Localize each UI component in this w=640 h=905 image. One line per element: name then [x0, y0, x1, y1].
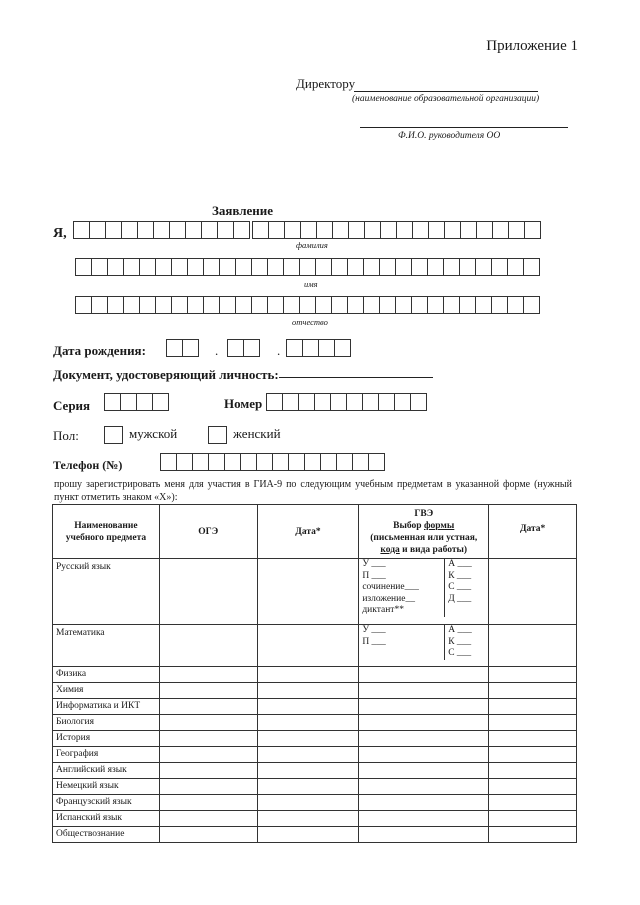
char-cell[interactable] — [283, 296, 300, 314]
oge-cell[interactable] — [159, 715, 257, 731]
male-label: мужской — [129, 426, 178, 441]
document-line[interactable] — [279, 377, 433, 378]
char-cell[interactable] — [176, 453, 193, 471]
char-cell[interactable] — [105, 221, 122, 239]
head-name-line[interactable] — [360, 127, 568, 128]
char-cell[interactable] — [282, 393, 299, 411]
surname-hint: фамилия — [296, 240, 328, 250]
ya-label: Я, — [53, 226, 67, 241]
char-cell[interactable] — [475, 296, 492, 314]
char-cell[interactable] — [233, 221, 250, 239]
date-cell[interactable] — [257, 779, 359, 795]
char-cell[interactable] — [203, 258, 220, 276]
char-cell[interactable] — [240, 453, 257, 471]
char-cell[interactable] — [491, 296, 508, 314]
char-cell[interactable] — [508, 221, 525, 239]
date2-cell[interactable] — [489, 683, 577, 699]
char-cell[interactable] — [523, 258, 540, 276]
subject-name: Обществознание — [53, 827, 160, 843]
table-row — [53, 625, 577, 667]
gve-option: сочинение___ — [362, 582, 419, 592]
char-cell[interactable] — [208, 453, 225, 471]
char-cell[interactable] — [252, 221, 269, 239]
char-cell[interactable] — [363, 296, 380, 314]
char-cell[interactable] — [187, 296, 204, 314]
table-row — [53, 667, 577, 683]
char-cell[interactable] — [224, 453, 241, 471]
gve-math-options-right[interactable] — [445, 625, 488, 660]
subject-name: Английский язык — [53, 763, 160, 779]
patronymic-hint: отчество — [292, 317, 328, 327]
head-note: Ф.И.О. руководителя ОО — [398, 131, 501, 141]
char-cell[interactable] — [283, 258, 300, 276]
gve-option: К ___ — [448, 570, 472, 581]
char-cell[interactable] — [316, 221, 333, 239]
oge-cell[interactable] — [159, 827, 257, 843]
char-cell[interactable] — [219, 296, 236, 314]
header-date-1: Дата* — [257, 505, 359, 559]
table-row — [53, 683, 577, 699]
gve-cell[interactable] — [359, 683, 489, 699]
char-cell[interactable] — [302, 339, 319, 357]
gve-option: С ___ — [448, 582, 472, 592]
header-gve-title: ГВЭ — [414, 508, 434, 519]
intro-text: прошу зарегистрировать меня для участия в ГИА-9 по следующим учебным предметам в указанной форме (нужный пункт отметить знаком «Х»): — [54, 479, 572, 503]
subject-name: Информатика и ИКТ — [53, 699, 160, 715]
oge-cell[interactable] — [159, 699, 257, 715]
gve-cell[interactable] — [359, 747, 489, 763]
char-cell[interactable] — [91, 296, 108, 314]
char-cell[interactable] — [427, 258, 444, 276]
document-label: Документ, удостоверяющий личность: — [53, 367, 279, 382]
gve-cell[interactable] — [359, 731, 489, 747]
char-cell[interactable] — [475, 258, 492, 276]
table-row — [53, 559, 577, 625]
gve-cell[interactable] — [359, 699, 489, 715]
char-cell[interactable] — [227, 339, 244, 357]
char-cell[interactable] — [217, 221, 234, 239]
gve-cell[interactable] — [359, 811, 489, 827]
char-cell[interactable] — [107, 258, 124, 276]
char-cell[interactable] — [268, 221, 285, 239]
char-cell[interactable] — [364, 221, 381, 239]
date-cell[interactable] — [257, 699, 359, 715]
date-cell[interactable] — [257, 667, 359, 683]
gve-cell[interactable] — [359, 763, 489, 779]
birth-dot-2: . — [277, 343, 281, 358]
date2-cell[interactable] — [489, 699, 577, 715]
gve-option: П ___ — [362, 570, 386, 581]
char-cell[interactable] — [444, 221, 461, 239]
number-label: Номер — [224, 396, 263, 411]
date2-cell[interactable] — [489, 811, 577, 827]
header-gve-code: кода — [380, 544, 400, 555]
char-cell[interactable] — [315, 296, 332, 314]
char-cell[interactable] — [75, 296, 92, 314]
char-cell[interactable] — [267, 258, 284, 276]
char-cell[interactable] — [137, 221, 154, 239]
char-cell[interactable] — [459, 258, 476, 276]
director-label: Директору — [296, 76, 356, 91]
char-cell[interactable] — [136, 393, 153, 411]
char-cell[interactable] — [523, 296, 540, 314]
director-note: (наименование образовательной организации) — [352, 94, 540, 104]
char-cell[interactable] — [379, 258, 396, 276]
gender-label: Пол: — [53, 428, 79, 443]
birth-day-cells[interactable] — [166, 339, 198, 357]
char-cell[interactable] — [395, 258, 412, 276]
subject-name: Физика — [53, 667, 160, 683]
char-cell[interactable] — [104, 393, 121, 411]
subject-name: География — [53, 747, 160, 763]
char-cell[interactable] — [299, 296, 316, 314]
char-cell[interactable] — [346, 393, 363, 411]
oge-cell[interactable] — [159, 747, 257, 763]
female-checkbox[interactable] — [208, 426, 227, 444]
oge-cell[interactable] — [159, 559, 257, 625]
char-cell[interactable] — [443, 258, 460, 276]
date-cell[interactable] — [257, 625, 359, 667]
date-cell[interactable] — [257, 715, 359, 731]
appendix-label: Приложение 1 — [486, 38, 578, 54]
oge-cell[interactable] — [159, 811, 257, 827]
gve-cell[interactable] — [359, 715, 489, 731]
char-cell[interactable] — [182, 339, 199, 357]
char-cell[interactable] — [348, 221, 365, 239]
subject-name: Немецкий язык — [53, 779, 160, 795]
char-cell[interactable] — [460, 221, 477, 239]
date-cell[interactable] — [257, 683, 359, 699]
char-cell[interactable] — [412, 221, 429, 239]
char-cell[interactable] — [411, 258, 428, 276]
birth-date-colon: : — [141, 343, 146, 358]
gve-russian-options-left[interactable] — [359, 559, 445, 617]
char-cell[interactable] — [123, 258, 140, 276]
char-cell[interactable] — [272, 453, 289, 471]
char-cell[interactable] — [331, 296, 348, 314]
char-cell[interactable] — [507, 296, 524, 314]
char-cell[interactable] — [187, 258, 204, 276]
gve-option: А ___ — [448, 625, 472, 635]
char-cell[interactable] — [428, 221, 445, 239]
date-cell[interactable] — [257, 763, 359, 779]
gve-option: С ___ — [448, 648, 472, 658]
char-cell[interactable] — [368, 453, 385, 471]
table-row — [53, 795, 577, 811]
char-cell[interactable] — [75, 258, 92, 276]
char-cell[interactable] — [318, 339, 335, 357]
char-cell[interactable] — [314, 393, 331, 411]
char-cell[interactable] — [235, 296, 252, 314]
char-cell[interactable] — [120, 393, 137, 411]
char-cell[interactable] — [298, 393, 315, 411]
char-cell[interactable] — [201, 221, 218, 239]
char-cell[interactable] — [379, 296, 396, 314]
char-cell[interactable] — [73, 221, 90, 239]
char-cell[interactable] — [256, 453, 273, 471]
subject-name: История — [53, 731, 160, 747]
subjects-table — [52, 504, 577, 843]
char-cell[interactable] — [380, 221, 397, 239]
male-checkbox[interactable] — [104, 426, 123, 444]
gve-option: Д ___ — [448, 593, 472, 604]
char-cell[interactable] — [304, 453, 321, 471]
char-cell[interactable] — [331, 258, 348, 276]
date2-cell[interactable] — [489, 779, 577, 795]
char-cell[interactable] — [491, 258, 508, 276]
date2-cell[interactable] — [489, 715, 577, 731]
char-cell[interactable] — [266, 393, 283, 411]
char-cell[interactable] — [219, 258, 236, 276]
char-cell[interactable] — [315, 258, 332, 276]
char-cell[interactable] — [203, 296, 220, 314]
char-cell[interactable] — [347, 296, 364, 314]
table-row — [53, 811, 577, 827]
header-gve — [359, 505, 489, 559]
oge-cell[interactable] — [159, 779, 257, 795]
char-cell[interactable] — [155, 296, 172, 314]
gve-cell[interactable] — [359, 667, 489, 683]
gve-option: У ___ — [362, 559, 386, 569]
table-row — [53, 779, 577, 795]
female-label: женский — [233, 426, 281, 441]
date2-cell[interactable] — [489, 795, 577, 811]
char-cell[interactable] — [171, 258, 188, 276]
gve-russian-options-right[interactable] — [445, 559, 488, 617]
char-cell[interactable] — [153, 221, 170, 239]
char-cell[interactable] — [251, 258, 268, 276]
char-cell[interactable] — [352, 453, 369, 471]
char-cell[interactable] — [169, 221, 186, 239]
phone-cells[interactable] — [160, 453, 384, 471]
header-gve-form: формы — [423, 520, 455, 531]
char-cell[interactable] — [524, 221, 541, 239]
gve-option: К ___ — [448, 636, 472, 647]
char-cell[interactable] — [332, 221, 349, 239]
oge-cell[interactable] — [159, 667, 257, 683]
char-cell[interactable] — [155, 258, 172, 276]
patronymic-cells[interactable] — [75, 296, 539, 314]
subject-russian: Русский язык — [53, 559, 160, 625]
char-cell[interactable] — [139, 258, 156, 276]
char-cell[interactable] — [396, 221, 413, 239]
char-cell[interactable] — [443, 296, 460, 314]
header-date-2: Дата* — [489, 505, 577, 559]
gve-cell[interactable] — [359, 779, 489, 795]
char-cell[interactable] — [459, 296, 476, 314]
birth-dot-1: . — [215, 343, 219, 358]
series-cells[interactable] — [104, 393, 168, 411]
gve-cell[interactable] — [359, 827, 489, 843]
date2-cell[interactable] — [489, 763, 577, 779]
char-cell[interactable] — [476, 221, 493, 239]
char-cell[interactable] — [121, 221, 138, 239]
char-cell[interactable] — [320, 453, 337, 471]
gve-cell[interactable] — [359, 795, 489, 811]
date2-cell[interactable] — [489, 827, 577, 843]
date-cell[interactable] — [257, 747, 359, 763]
char-cell[interactable] — [251, 296, 268, 314]
name-cells[interactable] — [75, 258, 539, 276]
birth-year-cells[interactable] — [286, 339, 350, 357]
gve-option: А ___ — [448, 559, 472, 569]
char-cell[interactable] — [300, 221, 317, 239]
char-cell[interactable] — [89, 221, 106, 239]
subject-name: Французский язык — [53, 795, 160, 811]
char-cell[interactable] — [363, 258, 380, 276]
char-cell[interactable] — [139, 296, 156, 314]
director-line[interactable] — [354, 91, 538, 92]
char-cell[interactable] — [166, 339, 183, 357]
char-cell[interactable] — [330, 393, 347, 411]
char-cell[interactable] — [171, 296, 188, 314]
table-row — [53, 731, 577, 747]
oge-cell[interactable] — [159, 731, 257, 747]
gve-option: изложение__ — [362, 593, 415, 604]
gve-option: диктант** — [362, 605, 404, 615]
oge-cell[interactable] — [159, 763, 257, 779]
subject-math: Математика — [53, 625, 160, 667]
char-cell[interactable] — [362, 393, 379, 411]
char-cell[interactable] — [123, 296, 140, 314]
gve-option: У ___ — [362, 625, 386, 635]
char-cell[interactable] — [192, 453, 209, 471]
char-cell[interactable] — [160, 453, 177, 471]
table-row — [53, 827, 577, 843]
phone-label: Телефон (№) — [53, 458, 123, 472]
char-cell[interactable] — [235, 258, 252, 276]
oge-cell[interactable] — [159, 625, 257, 667]
birth-date-label: Дата рождения — [53, 343, 142, 358]
header-gve-kind: и вида работы) — [402, 544, 468, 555]
char-cell[interactable] — [411, 296, 428, 314]
number-cells[interactable] — [266, 393, 426, 411]
char-cell[interactable] — [284, 221, 301, 239]
char-cell[interactable] — [378, 393, 395, 411]
page-title: Заявление — [212, 203, 274, 218]
char-cell[interactable] — [185, 221, 202, 239]
table-row — [53, 747, 577, 763]
date-cell[interactable] — [257, 559, 359, 625]
char-cell[interactable] — [107, 296, 124, 314]
date2-cell[interactable] — [489, 667, 577, 683]
series-label: Серия — [53, 398, 91, 413]
birth-month-cells[interactable] — [227, 339, 259, 357]
char-cell[interactable] — [91, 258, 108, 276]
oge-cell[interactable] — [159, 683, 257, 699]
char-cell[interactable] — [336, 453, 353, 471]
header-oge: ОГЭ — [159, 505, 257, 559]
char-cell[interactable] — [395, 296, 412, 314]
char-cell[interactable] — [347, 258, 364, 276]
header-subject: Наименование учебного предмета — [53, 505, 160, 559]
char-cell[interactable] — [286, 339, 303, 357]
date-cell[interactable] — [257, 827, 359, 843]
gve-cell[interactable] — [359, 625, 489, 667]
char-cell[interactable] — [507, 258, 524, 276]
char-cell[interactable] — [243, 339, 260, 357]
char-cell[interactable] — [394, 393, 411, 411]
subject-name: Биология — [53, 715, 160, 731]
char-cell[interactable] — [152, 393, 169, 411]
date2-cell[interactable] — [489, 731, 577, 747]
gve-option: П ___ — [362, 636, 386, 647]
gve-math-options-left[interactable] — [359, 625, 445, 660]
subject-name: Химия — [53, 683, 160, 699]
table-row — [53, 763, 577, 779]
header-gve-choice: Выбор — [393, 520, 422, 531]
char-cell[interactable] — [427, 296, 444, 314]
char-cell[interactable] — [410, 393, 427, 411]
char-cell[interactable] — [492, 221, 509, 239]
char-cell[interactable] — [334, 339, 351, 357]
header-gve-type: (письменная или устная, — [370, 532, 478, 543]
table-row — [53, 715, 577, 731]
date-cell[interactable] — [257, 731, 359, 747]
surname-cells[interactable] — [73, 221, 540, 239]
date-cell[interactable] — [257, 795, 359, 811]
date2-cell[interactable] — [489, 747, 577, 763]
name-hint: имя — [304, 279, 318, 289]
subject-name: Испанский язык — [53, 811, 160, 827]
char-cell[interactable] — [288, 453, 305, 471]
char-cell[interactable] — [267, 296, 284, 314]
oge-cell[interactable] — [159, 795, 257, 811]
char-cell[interactable] — [299, 258, 316, 276]
date-cell[interactable] — [257, 811, 359, 827]
date2-cell[interactable] — [489, 559, 577, 625]
table-row — [53, 699, 577, 715]
date2-cell[interactable] — [489, 625, 577, 667]
gve-cell[interactable] — [359, 559, 489, 625]
